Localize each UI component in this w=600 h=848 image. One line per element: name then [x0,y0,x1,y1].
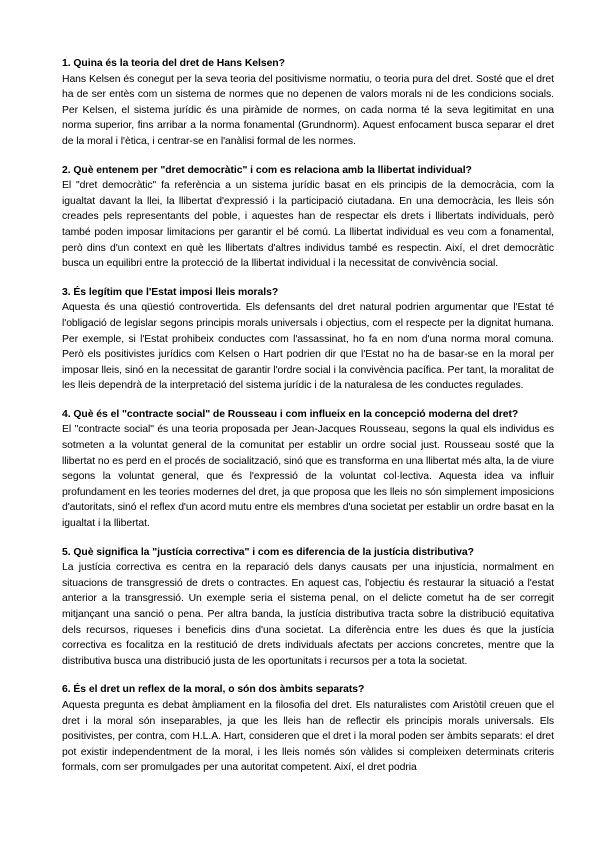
question-heading: 3. És legítim que l'Estat imposi lleis morals? [62,286,279,298]
question-heading: 6. És el dret un reflex de la moral, o són dos àmbits separats? [62,684,365,696]
answer-paragraph: El "dret democràtic" fa referència a un sistema jurídic basat en els principis de la democràcia, com la igualtat davant la llei, la llibertat d'expressió i la participació ciutadana. En una democràcia, les lleis són creades pels representants del poble, i aquestes han de respectar els drets i llibertats individuals, però també poden imposar limitacions per garantir el bé comú. La llibertat individual es veu com a fonamental, però dins d'un context en què les llibertats d'altres individus també es respectin. Així, el dret democràtic busca un equilibri entre la protecció de la llibertat individual i la necessitat de convivència social. [62,180,554,270]
question-heading: 1. Quina és la teoria del dret de Hans Kelsen? [62,58,285,69]
qa-section-3 [62,285,554,394]
answer-paragraph: Aquesta és una qüestió controvertida. Els defensants del dret natural podrien argumentar que l'Estat té l'obligació de legislar segons principis morals universals i objectius, com el respecte per la dignitat humana. Per exemple, si l'Estat prohibeix conductes com l'assassinat, ho fa en nom d'una norma moral comuna. Però els positivistes jurídics com Kelsen o Hart podrien dir que l'Estat no ha de basar-se en la moral per imposar lleis, sinó en la necessitat de garantir l'ordre social i la convivència pacífica. Per tant, la moralitat de les lleis dependrà de la interpretació del sistema jurídic i de la naturalesa de les conductes regulades. [62,302,554,392]
question-heading: 2. Què entenem per "dret democràtic" i com es relaciona amb la llibertat individual? [62,164,472,176]
qa-section-5 [62,545,554,670]
answer-paragraph: Hans Kelsen és conegut per la seva teoria del positivisme normatiu, o teoria pura del dret. Sosté que el dret ha de ser entès com un sistema de normes que no depenen de valors morals ni de les condicions socials. Per Kelsen, el sistema jurídic és una piràmide de normes, on cada norma té la seva legitimitat en una norma superior, fins arribar a la norma fonamental (Grundnorm). Aquest enfocament busca separar el dret de la moral i l'ètica, i centrar-se en l'anàlisi formal de les normes. [62,73,554,147]
qa-section-2 [62,163,554,272]
question-heading: 5. Què significa la "justícia correctiva" i com es diferencia de la justícia distributiva? [62,546,474,558]
qa-section-4 [62,407,554,532]
answer-paragraph: El "contracte social" és una teoria proposada per Jean-Jacques Rousseau, segons la qual els individus es sotmeten a la voluntat general de la comunitat per establir un ordre social just. Rousseau sosté que la llibertat no es perd en el procés de socialització, sinó que es transforma en una llibertat més alta, la de viure segons la voluntat general, que és l'expressió de la voluntat col·lectiva. Aquesta idea va influir profundament en les teories modernes del dret, ja que proposa que les lleis no són simplement imposicions d'autoritats, sinó el reflex d'un acord mutu entre els membres d'una societat per establir un ordre basat en la igualtat i la llibertat. [62,424,554,530]
answer-paragraph: Aquesta pregunta es debat àmpliament en la filosofia del dret. Els naturalistes com Aristòtil creuen que el dret i la moral són inseparables, ja que les lleis han de reflectir els principis morals universals. Els positivistes, per contra, com H.L.A. Hart, consideren que el dret i la moral poden ser àmbits separats: el dret pot existir independentment de la moral, i les lleis només són vàlides si compleixen determinats criteris formals, com ser promulgades per una autoritat competent. Així, el dret podria [62,699,554,774]
document-page [62,56,554,789]
qa-section-1 [62,56,554,150]
question-heading: 4. Què és el "contracte social" de Rousseau i com influeix en la concepció moderna del dret? [62,408,519,420]
qa-section-6 [62,682,554,776]
answer-paragraph: La justícia correctiva es centra en la reparació dels danys causats per una injustícia, normalment en situacions de transgressió de drets o contractes. En aquest cas, l'objectiu és restaurar la situació a l'estat anterior a la transgressió. Un exemple seria el sistema penal, on el delicte cometut ha de ser corregit mitjançant una sanció o pena. Per altra banda, la justícia distributiva tracta sobre la distribució equitativa dels recursos, riqueses i beneficis dins d'una societat. La diferència entre les dues és que la justícia correctiva es focalitza en la restitució de drets individuals afectats per accions concretes, mentre que la distributiva busca una distribució justa de les oportunitats i recursos per a tota la societat. [62,562,554,667]
